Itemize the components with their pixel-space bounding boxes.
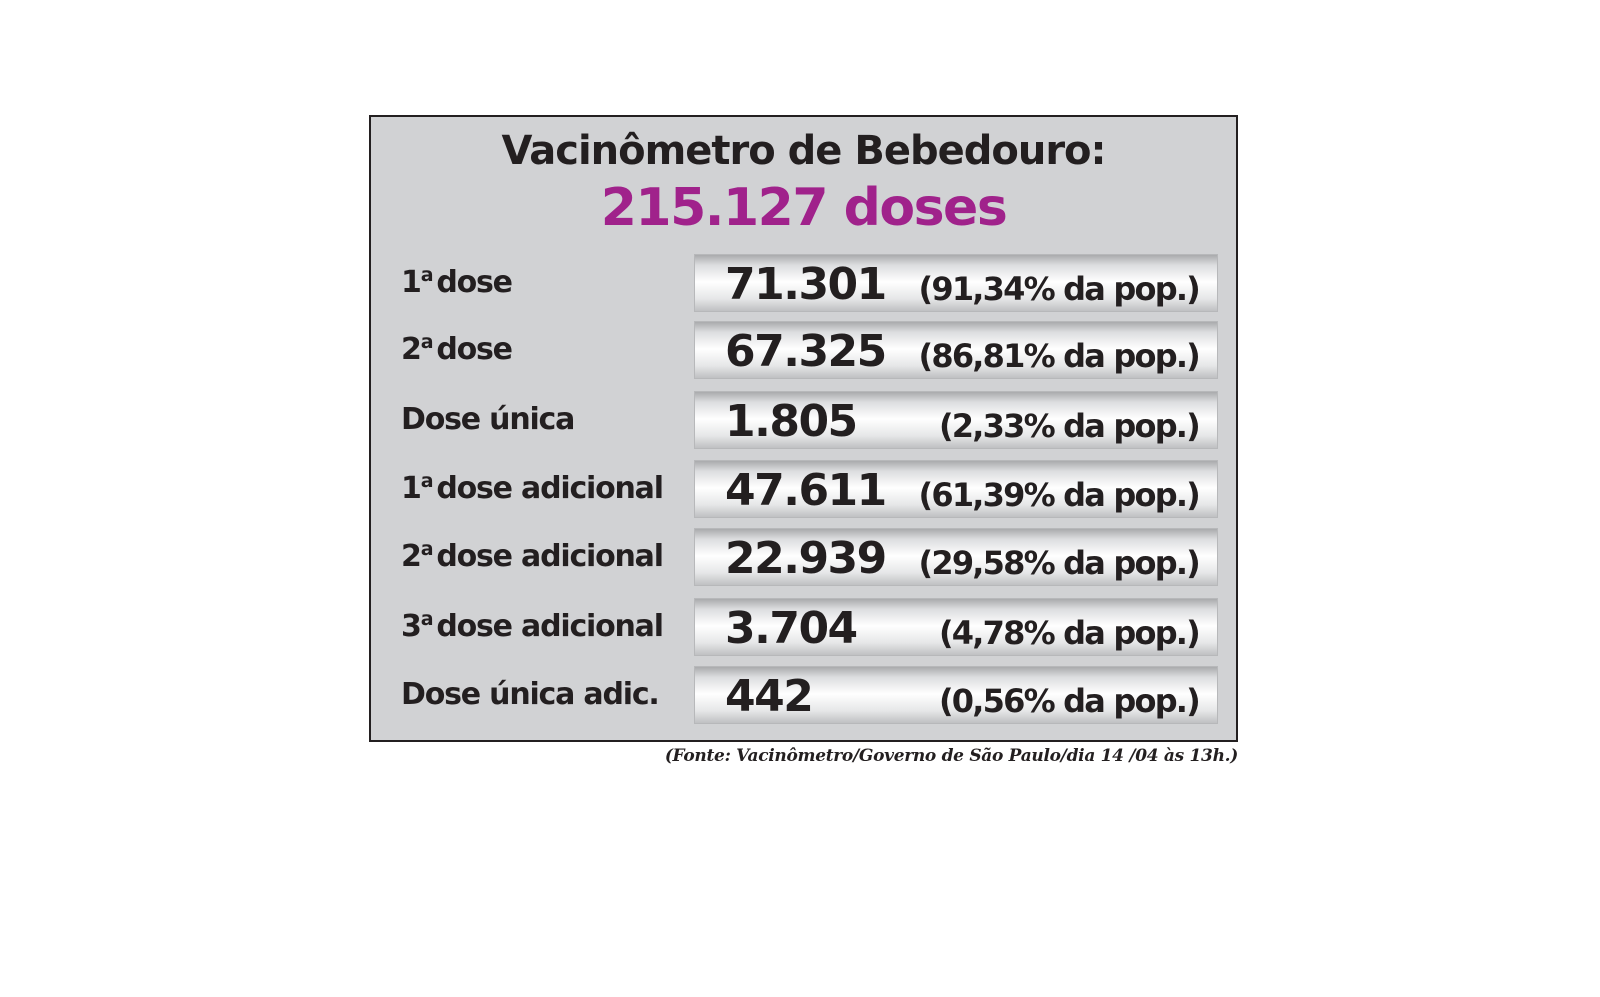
ordinal-number: 2 [401, 332, 421, 367]
dose-count: 71.301 [725, 259, 886, 310]
ordinal-indicator: a [420, 331, 433, 353]
dose-count: 442 [725, 671, 813, 722]
dose-row-1a-dose [371, 254, 1236, 312]
dose-row-2a-dose [371, 321, 1236, 379]
ordinal-indicator: a [420, 608, 433, 630]
dose-population-percent: (29,58% da pop.) [918, 544, 1199, 582]
dose-row-3a-dose-adicional [371, 598, 1236, 656]
ordinal-number: 1 [401, 471, 421, 506]
dose-row-dose-unica [371, 391, 1236, 449]
dose-label-text: Dose única [401, 402, 575, 437]
dose-label-text: dose adicional [436, 609, 663, 644]
dose-count: 22.939 [725, 533, 886, 584]
dose-value-box [694, 598, 1218, 656]
dose-count: 67.325 [725, 326, 886, 377]
dose-row-label [401, 254, 512, 312]
dose-value-box [694, 391, 1218, 449]
dose-population-percent: (4,78% da pop.) [938, 614, 1199, 652]
dose-value-box [694, 254, 1218, 312]
dose-row-dose-unica-adic [371, 666, 1236, 724]
dose-row-label [401, 460, 663, 518]
dose-row-label [401, 666, 659, 724]
ordinal-indicator: a [420, 264, 433, 286]
dose-row-2a-dose-adicional [371, 528, 1236, 586]
dose-row-label [401, 391, 574, 449]
dose-value-box [694, 528, 1218, 586]
dose-population-percent: (2,33% da pop.) [938, 407, 1199, 445]
dose-row-1a-dose-adicional [371, 460, 1236, 518]
vaccine-dose-panel [369, 115, 1238, 742]
dose-row-label [401, 321, 512, 379]
dose-label-text: dose [436, 332, 512, 367]
dose-label-text: dose adicional [436, 539, 663, 574]
source-note: (Fonte: Vacinômetro/Governo de São Paulo/dia 14 /04 às 13h.) [664, 746, 1238, 766]
ordinal-number: 3 [401, 609, 421, 644]
dose-row-label [401, 528, 663, 586]
dose-population-percent: (91,34% da pop.) [918, 270, 1199, 308]
dose-population-percent: (0,56% da pop.) [938, 682, 1199, 720]
panel-title: Vacinômetro de Bebedouro: [501, 128, 1106, 174]
dose-value-box [694, 460, 1218, 518]
dose-population-percent: (86,81% da pop.) [918, 337, 1199, 375]
dose-count: 47.611 [725, 465, 886, 516]
ordinal-number: 1 [401, 265, 421, 300]
dose-value-box [694, 321, 1218, 379]
dose-population-percent: (61,39% da pop.) [918, 476, 1199, 514]
dose-label-text: dose adicional [436, 471, 663, 506]
dose-row-label [401, 598, 663, 656]
ordinal-number: 2 [401, 539, 421, 574]
dose-label-text: dose [436, 265, 512, 300]
dose-count: 1.805 [725, 396, 857, 447]
dose-count: 3.704 [725, 603, 857, 654]
ordinal-indicator: a [420, 538, 433, 560]
ordinal-indicator: a [420, 470, 433, 492]
dose-value-box [694, 666, 1218, 724]
total-doses: 215.127 doses [600, 178, 1007, 238]
dose-label-text: Dose única adic. [401, 677, 659, 712]
